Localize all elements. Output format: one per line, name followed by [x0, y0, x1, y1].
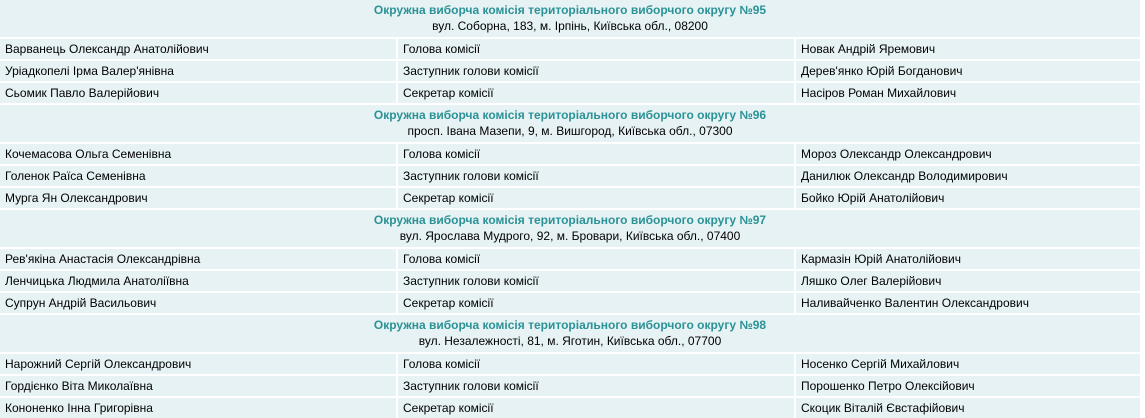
- member-role: Заступник голови комісії: [398, 166, 794, 186]
- committee-title: Окружна виборча комісія територіального виборчого округу №97: [373, 213, 767, 227]
- member-nominee: Насіров Роман Михайлович: [796, 83, 1140, 103]
- member-nominee: Данилюк Олександр Володимирович: [796, 166, 1140, 186]
- committee-address: просп. Івана Мазепи, 9, м. Вишгород, Київська обл., 07300: [407, 124, 733, 138]
- member-nominee: Бойко Юрій Анатолійович: [796, 188, 1140, 208]
- member-row: [0, 166, 1140, 186]
- member-role: Заступник голови комісії: [398, 376, 794, 396]
- committee-header: [0, 105, 1140, 142]
- committee-title: Окружна виборча комісія територіального виборчого округу №96: [373, 108, 767, 122]
- member-role: Секретар комісії: [398, 293, 794, 313]
- member-name: Нарожний Сергій Олександрович: [0, 354, 396, 374]
- member-nominee: Дерев'янко Юрій Богданович: [796, 61, 1140, 81]
- member-row: [0, 376, 1140, 396]
- committee-title: Окружна виборча комісія територіального виборчого округу №95: [373, 3, 767, 17]
- member-role: Заступник голови комісії: [398, 271, 794, 291]
- member-name: Гордієнко Віта Миколаївна: [0, 376, 396, 396]
- committee-96: [0, 105, 1140, 208]
- committee-98: [0, 315, 1140, 418]
- member-name: Уріадкопелі Ірма Валер'янівна: [0, 61, 396, 81]
- committee-address: вул. Соборна, 183, м. Ірпінь, Київська обл., 08200: [432, 19, 708, 33]
- member-name: Кочемасова Ольга Семенівна: [0, 144, 396, 164]
- member-name: Сьомик Павло Валерійович: [0, 83, 396, 103]
- member-name: Ленчицька Людмила Анатоліївна: [0, 271, 396, 291]
- member-role: Секретар комісії: [398, 83, 794, 103]
- member-role: Голова комісії: [398, 144, 794, 164]
- committee-header: [0, 0, 1140, 37]
- member-row: [0, 398, 1140, 418]
- member-row: [0, 271, 1140, 291]
- member-row: [0, 354, 1140, 374]
- committee-title: Окружна виборча комісія територіального виборчого округу №98: [373, 318, 767, 332]
- member-row: [0, 83, 1140, 103]
- member-nominee: Новак Андрій Яремович: [796, 39, 1140, 59]
- member-row: [0, 144, 1140, 164]
- member-row: [0, 39, 1140, 59]
- member-name: Кононенко Інна Григорівна: [0, 398, 396, 418]
- member-nominee: Скоцик Віталій Євстафійович: [796, 398, 1140, 418]
- member-role: Заступник голови комісії: [398, 61, 794, 81]
- committee-address: вул. Ярослава Мудрого, 92, м. Бровари, Київська обл., 07400: [399, 229, 741, 243]
- member-role: Голова комісії: [398, 354, 794, 374]
- member-name: Голенок Раїса Семенівна: [0, 166, 396, 186]
- committee-97: [0, 210, 1140, 313]
- member-role: Голова комісії: [398, 39, 794, 59]
- member-nominee: Кармазін Юрій Анатолійович: [796, 249, 1140, 269]
- committee-header: [0, 210, 1140, 247]
- member-nominee: Наливайченко Валентин Олександрович: [796, 293, 1140, 313]
- member-name: Мурга Ян Олександрович: [0, 188, 396, 208]
- member-row: [0, 188, 1140, 208]
- member-name: Варванець Олександр Анатолійович: [0, 39, 396, 59]
- member-row: [0, 249, 1140, 269]
- member-role: Секретар комісії: [398, 398, 794, 418]
- member-name: Рев'якіна Анастасія Олександрівна: [0, 249, 396, 269]
- member-row: [0, 61, 1140, 81]
- member-row: [0, 293, 1140, 313]
- member-name: Супрун Андрій Васильович: [0, 293, 396, 313]
- member-nominee: Порошенко Петро Олексійович: [796, 376, 1140, 396]
- member-nominee: Мороз Олександр Олександрович: [796, 144, 1140, 164]
- committee-95: [0, 0, 1140, 103]
- member-role: Секретар комісії: [398, 188, 794, 208]
- member-nominee: Носенко Сергій Михайлович: [796, 354, 1140, 374]
- member-nominee: Ляшко Олег Валерійович: [796, 271, 1140, 291]
- committee-address: вул. Незалежності, 81, м. Яготин, Київська обл., 07700: [418, 334, 722, 348]
- committee-header: [0, 315, 1140, 352]
- member-role: Голова комісії: [398, 249, 794, 269]
